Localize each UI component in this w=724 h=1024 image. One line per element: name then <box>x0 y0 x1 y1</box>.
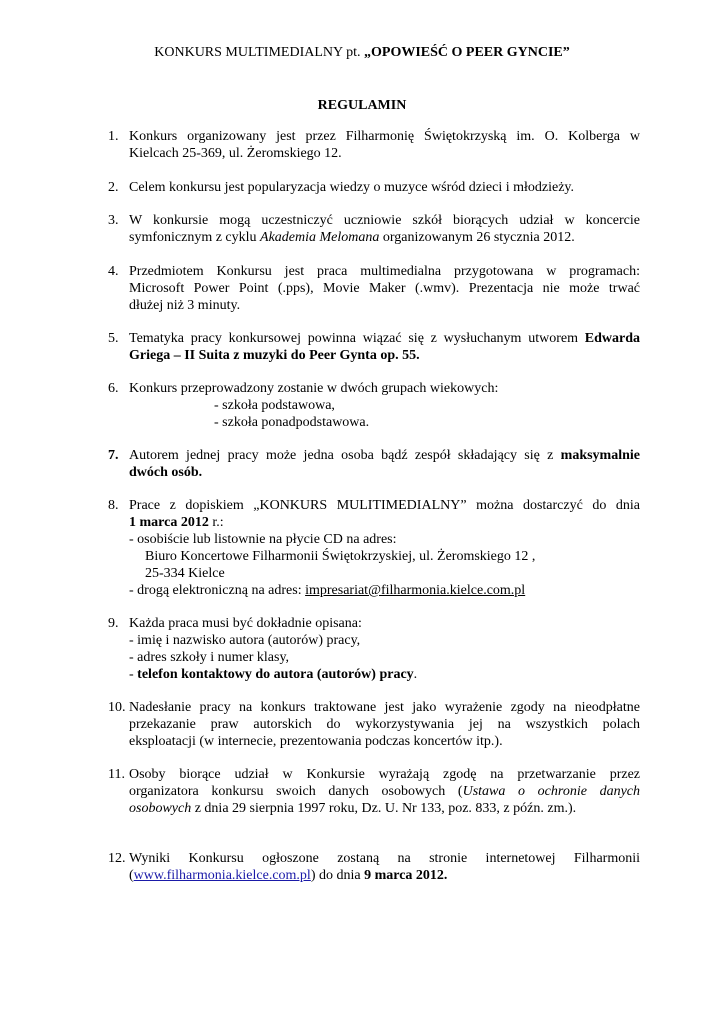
phone-requirement: telefon kontaktowy do autora (autorów) pracy <box>137 667 414 682</box>
item-text-line: Przedmiotem Konkursu jest praca multimedialna przygotowana w programach: <box>129 264 640 279</box>
rule-item-4 <box>108 263 640 314</box>
deadline-date: 1 marca 2012 <box>129 515 209 530</box>
results-date: 9 marca 2012. <box>364 868 448 883</box>
item-text-line: osobowych z dnia 29 sierpnia 1997 roku, Dz. U. Nr 133, poz. 833, z późn. zm.). <box>129 801 577 816</box>
item-text-line: Nadesłanie pracy na konkurs traktowane jest jako wyrażenie zgody na nieodpłatne <box>129 700 640 715</box>
item-number: 8. <box>108 498 119 513</box>
law-title-cont: osobowych <box>129 801 192 816</box>
item-text-line: dwóch osób. <box>129 465 203 480</box>
rule-item-5 <box>108 330 640 364</box>
composer-name: Edwarda <box>584 331 640 346</box>
item-text-line: Tematyka pracy konkursowej powinna wiązać się z wysłuchanym utworem Edwarda <box>129 331 640 346</box>
item-number: 10. <box>108 700 126 715</box>
item-text-line: (www.filharmonia.kielce.com.pl) do dnia 9 marca 2012. <box>129 868 448 883</box>
document-title <box>0 44 724 61</box>
rule-item-11 <box>108 766 640 817</box>
item-text-line: - adres szkoły i numer klasy, <box>129 650 290 665</box>
rule-item-9 <box>108 615 640 683</box>
item-number: 4. <box>108 264 119 279</box>
age-group-secondary: - szkoła ponadpodstawowa. <box>214 415 370 430</box>
item-text-line: Kielcach 25-369, ul. Żeromskiego 12. <box>129 146 342 161</box>
website-link[interactable]: www.filharmonia.kielce.com.pl <box>133 868 311 883</box>
max-authors-emphasis: maksymalnie <box>560 448 640 463</box>
item-text-line: - osobiście lub listownie na płycie CD na adres: <box>129 532 397 547</box>
item-text-line: Prace z dopiskiem „KONKURS MULITIMEDIALNY” można dostarczyć do dnia <box>129 498 640 513</box>
age-group-primary: - szkoła podstawowa, <box>214 398 335 413</box>
item-number: 12. <box>108 851 126 866</box>
item-number: 11. <box>108 767 125 782</box>
email-link[interactable]: impresariat@filharmonia.kielce.com.pl <box>305 583 526 598</box>
rule-item-7 <box>108 447 640 481</box>
regulamin-heading: REGULAMIN <box>317 98 407 113</box>
item-text-line: - telefon kontaktowy do autora (autorów) pracy. <box>129 667 418 682</box>
rule-item-10 <box>108 699 640 750</box>
title-prefix: KONKURS MULTIMEDIALNY pt. <box>154 45 364 60</box>
item-text-line: Konkurs przeprowadzony zostanie w dwóch grupach wiekowych: <box>129 381 499 396</box>
item-text-line: Celem konkursu jest popularyzacja wiedzy o muzyce wśród dzieci i młodzieży. <box>129 180 574 195</box>
rule-item-1 <box>108 128 640 162</box>
item-text-line: Autorem jednej pracy może jedna osoba bądź zespół składający się z maksymalnie <box>129 448 640 463</box>
item-text-line: - imię i nazwisko autora (autorów) pracy, <box>129 633 361 648</box>
cycle-name: Akademia Melomana <box>260 230 380 245</box>
law-title: Ustawa o ochronie danych <box>462 784 640 799</box>
item-text-line: symfonicznym z cyklu Akademia Melomana organizowanym 26 stycznia 2012. <box>129 230 575 245</box>
rule-item-12 <box>108 850 640 884</box>
title-name: „OPOWIEŚĆ O PEER GYNCIE” <box>364 45 570 60</box>
item-text-line: 1 marca 2012 r.: <box>129 515 224 530</box>
rule-item-8 <box>108 497 640 599</box>
item-text-line: W konkursie mogą uczestniczyć uczniowie szkół biorących udział w koncercie <box>129 213 640 228</box>
item-text-line: Konkurs organizowany jest przez Filharmonię Świętokrzyską im. O. Kolberga w <box>129 129 640 144</box>
item-text-line: Microsoft Power Point (.pps), Movie Maker (.wmv). Prezentacja nie może trwać <box>129 281 640 296</box>
postal-address: Biuro Koncertowe Filharmonii Świętokrzyskiej, ul. Żeromskiego 12 , <box>145 549 536 564</box>
item-text-line: - drogą elektroniczną na adres: impresariat@filharmonia.kielce.com.pl <box>129 583 526 598</box>
item-text-line: Każda praca musi być dokładnie opisana: <box>129 616 362 631</box>
rule-item-6 <box>108 380 640 431</box>
item-text-line: przekazanie praw autorskich do wykorzystywania jej na wszystkich polach <box>129 717 640 732</box>
item-number: 6. <box>108 381 119 396</box>
work-title: Griega – II Suita z muzyki do Peer Gynta op. 55. <box>129 348 420 363</box>
item-number: 2. <box>108 180 119 195</box>
item-text-line: Wyniki Konkursu ogłoszone zostaną na stronie internetowej Filharmonii <box>129 851 640 866</box>
rule-item-3 <box>108 212 640 246</box>
item-text-line: eksploatacji (w internecie, prezentowania podczas koncertów itp.). <box>129 734 503 749</box>
item-number: 9. <box>108 616 119 631</box>
rule-item-2 <box>108 179 640 196</box>
item-number: 3. <box>108 213 119 228</box>
item-number: 1. <box>108 129 119 144</box>
item-text-line: Osoby biorące udział w Konkursie wyrażają zgodę na przetwarzanie przez <box>129 767 640 782</box>
item-text-line: dłużej niż 3 minuty. <box>129 298 241 313</box>
postal-code-city: 25-334 Kielce <box>145 566 225 581</box>
item-number: 5. <box>108 331 119 346</box>
item-number: 7. <box>108 448 119 463</box>
item-text-line: organizatora konkursu swoich danych osobowych (Ustawa o ochronie danych <box>129 784 640 799</box>
